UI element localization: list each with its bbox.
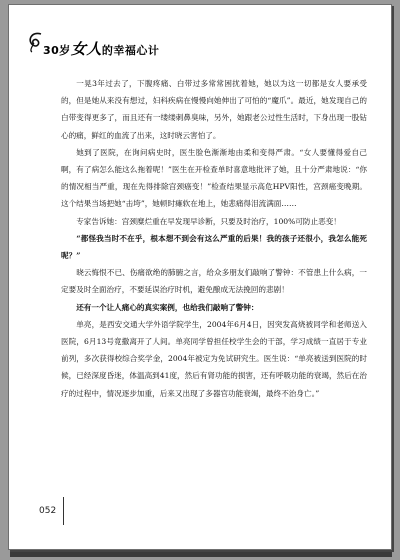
header-title-prefix: 30岁	[43, 44, 71, 57]
header-title-big: 女人	[70, 40, 102, 58]
paragraph: 她到了医院，在询问病史时，医生脸色渐渐地由柔和变得严肃。“女人要懂得爱自己啊，有了病怎么能这么拖着呢！”医生在开检查单时喜意地批评了她，且十分严肃地说：“你的情况相当严重，现在先得排除宫颈癌变！”检查结果显示高危HPV阳性，宫颈癌变晚期。这个结果当场把她“击垮”，她顿时瘫软在地上，她悲痛得泪流满面……	[61, 147, 367, 209]
paragraph: 晓云悔恨不已、伤痛欲绝的肺腑之言，给众多朋友们敲响了警钟：不管患上什么病，一定要及时全面治疗，不要延误治疗时机，避免酿成无法挽回的悲剧！	[61, 268, 367, 295]
paragraph: 专家告诉她：宫颈糜烂重在早发现早诊断，只要及时治疗，100%可防止恶变！	[76, 216, 341, 226]
swirl-ornament-icon	[27, 31, 45, 53]
running-header	[31, 37, 159, 59]
page-number-rule	[63, 497, 64, 525]
paragraph: 一晃3年过去了，下腹疼痛、白带过多常常困扰着她，她以为这一切都是女人要承受的，但是她从来没有想过，妇科疾病在慢慢向她伸出了可怕的“魔爪”。最近，她发现自己的白带变得更多了，而且还有一缕缕刺鼻臭味，另外，她跟老公过性生活时，下身出现一股钻心的痛，鲜红的血流了出来，这时晓云害怕了。	[61, 79, 367, 140]
paragraph: 单亮，是西安交通大学外语学院学生，2004年6月4日，因突发高烧被同学和老师送入医院，6月13号竟撒离开了人间。单亮同学曾担任校学生会的干部，学习成绩一直居于专业前列，多次获得校综合奖学金，2004年被定为免试研究生。医生说：“单亮被送到医院的时候，已经深度昏迷，体温高到41度，然后有肾功能的损害，还有呼吸功能的衰竭，然后在治疗的过程中，情况逐步加重，后来又出现了多器官功能衰竭，最终不治身亡。”	[61, 319, 367, 398]
header-title	[43, 38, 159, 59]
body-text	[61, 75, 367, 402]
paragraph: 还有一个让人痛心的真实案例，也给我们敲响了警钟：	[76, 302, 259, 312]
page-number: 052	[39, 506, 57, 516]
paragraph: “都怪我当时不在乎，根本想不到会有这么严重的后果！我的孩子还很小，我怎么能死呢？”	[61, 233, 367, 261]
book-page	[8, 4, 392, 550]
page-shadow	[10, 549, 392, 557]
header-title-suffix: 的幸福心计	[101, 44, 160, 57]
